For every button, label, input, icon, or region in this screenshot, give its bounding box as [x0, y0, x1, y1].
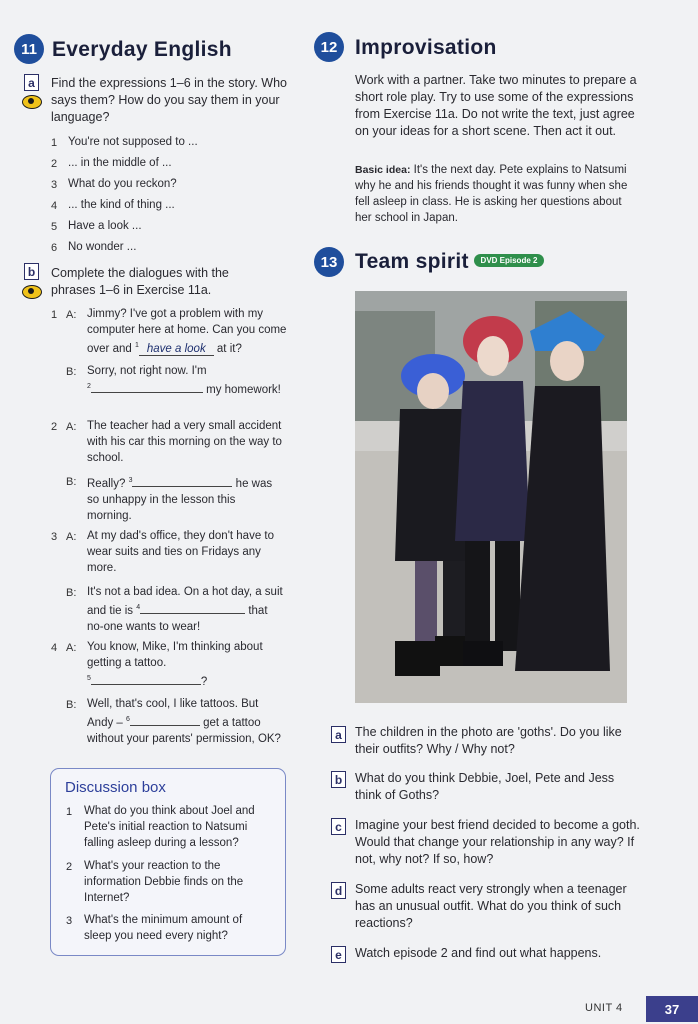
- item-number: 2: [51, 158, 58, 170]
- reading-eye-icon: [22, 285, 42, 299]
- dialogue-2-a: The teacher had a very small accident with his car this morning on the way to school.: [87, 420, 282, 464]
- dialogue-number: 3: [51, 531, 58, 543]
- section-12-instruction: Work with a partner. Take two minutes to prepare a short role play. Try to use some of the expressions from Exercise 11a. Do not write the text, just agree on your ideas for a short scene. Then act it out.: [355, 73, 637, 138]
- section-11-number: 11: [14, 34, 44, 64]
- expression-item: You're not supposed to ...: [68, 136, 198, 148]
- reading-eye-icon: [22, 95, 42, 109]
- discussion-question: What do you think about Joel and Pete's initial reaction to Natsumi falling asleep during a lesson?: [84, 805, 255, 849]
- dvd-badge-label: DVD Episode 2: [480, 256, 538, 265]
- expression-item: ... the kind of thing ...: [68, 199, 175, 211]
- dialogue-1-a: Jimmy? I've got a problem with my computer here at home. Can you come over and $^1$ have a look at it?: [87, 308, 287, 355]
- question-13e-letter: e: [331, 946, 346, 963]
- discussion-box: [50, 768, 286, 956]
- page-number: [646, 996, 698, 1022]
- item-number: 5: [51, 221, 58, 233]
- speaker-label: B:: [66, 476, 77, 488]
- exercise-11b-instruction: Complete the dialogues with the phrases 1–6 in Exercise 11a.: [51, 266, 229, 297]
- item-number: 1: [51, 137, 58, 149]
- item-number: 6: [51, 242, 58, 254]
- dvd-episode-badge: [474, 254, 544, 267]
- question-13b: What do you think Debbie, Joel, Pete and Jess think of Goths?: [355, 771, 615, 802]
- dialogue-number: 4: [51, 642, 58, 654]
- answer-blank-4[interactable]: [140, 601, 245, 614]
- speaker-label: B:: [66, 699, 77, 711]
- item-number: 2: [66, 861, 73, 873]
- discussion-question: What's your reaction to the information Debbie finds on the Internet?: [84, 860, 244, 904]
- speaker-label: A:: [66, 642, 77, 654]
- expression-item: What do you reckon?: [68, 178, 177, 190]
- question-13b-letter: b: [331, 771, 346, 788]
- speaker-label: B:: [66, 587, 77, 599]
- section-12-title: Improvisation: [355, 36, 497, 59]
- question-13c: Imagine your best friend decided to become a goth. Would that change your relationship in any way? If not, why not? If so, how?: [355, 818, 640, 866]
- question-13e: Watch episode 2 and find out what happens.: [355, 946, 602, 960]
- goths-photo: [355, 291, 627, 703]
- unit-label: UNIT 4: [585, 1002, 623, 1014]
- dialogue-3-a: At my dad's office, they don't have to wear suits and ties on Fridays any more.: [87, 530, 275, 574]
- expression-item: ... in the middle of ...: [68, 157, 172, 169]
- dialogue-number: 2: [51, 421, 58, 433]
- answer-blank-2[interactable]: [91, 380, 203, 393]
- question-13d-letter: d: [331, 882, 346, 899]
- exercise-11a-instruction: Find the expressions 1–6 in the story. Who says them? How do you say them in your language?: [51, 76, 287, 124]
- section-12-basic-idea: Basic idea: It's the next day. Pete explains to Natsumi why he and his friends thought it was funny when she fell asleep in class. He is asking her questions about her school in Japan.: [355, 164, 628, 224]
- page-number-text: 37: [664, 1001, 680, 1017]
- speaker-label: A:: [66, 309, 77, 321]
- speaker-label: A:: [66, 421, 77, 433]
- dialogue-4-a: You know, Mike, I'm thinking about getting a tattoo. $^5$ ?: [87, 641, 263, 688]
- speaker-label: A:: [66, 531, 77, 543]
- dialogue-4-b: Well, that's cool, I like tattoos. But Andy – $^6$ get a tattoo without your parents' permission, OK?: [87, 698, 281, 745]
- dialogue-2-b: Really? $^3$ he was so unhappy in the lesson this morning.: [87, 473, 282, 524]
- expression-item: No wonder ...: [68, 241, 137, 253]
- section-11-title: Everyday English: [52, 38, 232, 61]
- discussion-question: What's the minimum amount of sleep you need every night?: [84, 914, 243, 942]
- question-13a-letter: a: [331, 726, 346, 743]
- question-13a: The children in the photo are 'goths'. Do you like their outfits? Why / Why not?: [355, 725, 622, 756]
- exercise-11a-letter: a: [24, 74, 39, 91]
- dialogue-1-b: Sorry, not right now. I'm $^2$ my homework!: [87, 365, 281, 396]
- expression-item: Have a look ...: [68, 220, 142, 232]
- question-13d: Some adults react very strongly when a teenager has an unusual outfit. What do you think of such reactions?: [355, 882, 627, 930]
- answer-blank-5[interactable]: [91, 672, 201, 685]
- item-number: 1: [66, 806, 73, 818]
- speaker-label: B:: [66, 366, 77, 378]
- dialogue-number: 1: [51, 309, 58, 321]
- dialogue-3-b: It's not a bad idea. On a hot day, a suit and tie is $^4$ that no-one wants to wear!: [87, 586, 283, 633]
- section-13-title: Team spirit: [355, 250, 469, 273]
- item-number: 3: [66, 915, 73, 927]
- answer-blank-6[interactable]: [130, 713, 200, 726]
- answer-have-a-look[interactable]: have a look: [139, 343, 214, 356]
- section-12-number: 12: [314, 32, 344, 62]
- discussion-title: Discussion box: [65, 779, 166, 796]
- exercise-11b-letter: b: [24, 263, 39, 280]
- item-number: 4: [51, 200, 58, 212]
- section-13-number: 13: [314, 247, 344, 277]
- answer-blank-3[interactable]: [132, 474, 232, 487]
- item-number: 3: [51, 179, 58, 191]
- question-13c-letter: c: [331, 818, 346, 835]
